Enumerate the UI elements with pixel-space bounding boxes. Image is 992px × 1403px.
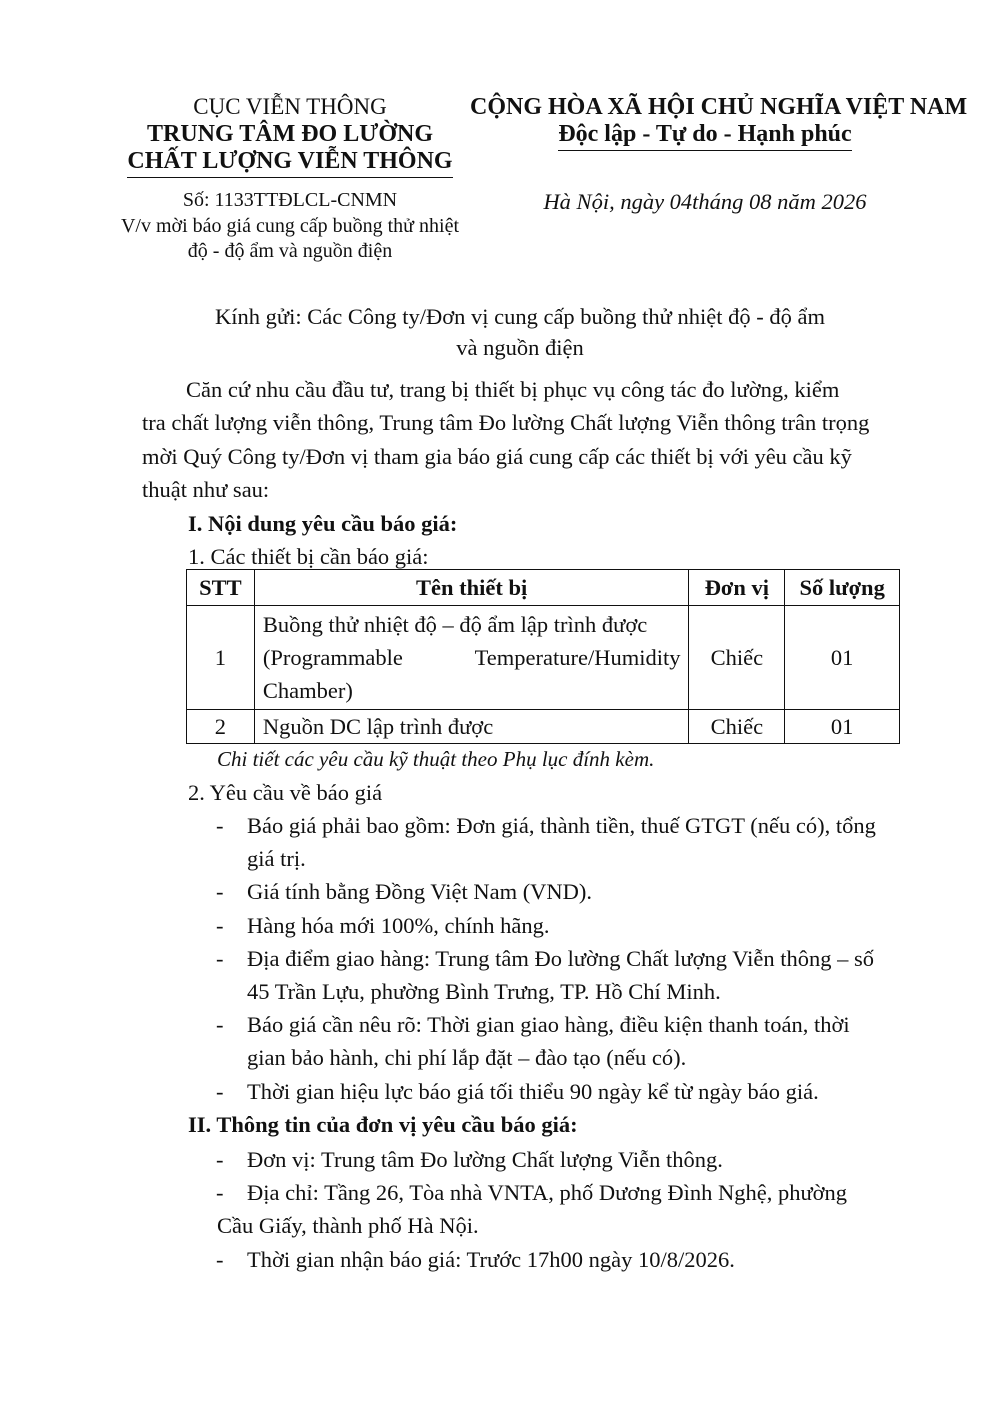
bullet-dash: - (216, 1147, 224, 1172)
list-item-line: Báo giá phải bao gồm: Đơn giá, thành tiền, thuế GTGT (nếu có), tổng (247, 813, 876, 838)
recipient-line2: và nguồn điện (456, 335, 584, 360)
bullet-dash: - (216, 945, 224, 971)
section1-sub2: 2. Yêu cầu về báo giá (188, 780, 383, 805)
document-number: Số: 1133TTĐLCL-CNMN (182, 189, 398, 211)
intro-line4: thuật như sau: (142, 477, 270, 502)
cell-name-line3: Chamber) (262, 678, 353, 703)
bullet-dash: - (216, 912, 224, 938)
place-date: Hà Nội, ngày 04tháng 08 năm 2026 (543, 189, 867, 214)
center-name-line1: TRUNG TÂM ĐO LƯỜNG (146, 121, 433, 147)
list-item-line: giá trị. (247, 846, 306, 872)
table-note: Chi tiết các yêu cầu kỹ thuật theo Phụ lục đính kèm. (217, 747, 655, 771)
cell-unit: Chiếc (689, 710, 785, 744)
cell-qty: 01 (785, 606, 900, 710)
center-name-line2-text: CHẤT LƯỢNG VIỄN THÔNG (127, 148, 452, 178)
section1-sub1: 1. Các thiết bị cần báo giá: (188, 544, 429, 569)
bullet-dash: - (216, 1180, 224, 1206)
list-item-line: Địa chỉ: Tầng 26, Tòa nhà VNTA, phố Dương Đình Nghệ, phường (247, 1180, 848, 1206)
cell-stt: 1 (187, 606, 255, 710)
table-row (187, 710, 900, 744)
intro-line1 (142, 377, 897, 403)
cell-name-line2b: Temperature/Humidity (474, 645, 681, 670)
list-item-line: Đơn vị: Trung tâm Đo lường Chất lượng Viễn thông. (247, 1147, 723, 1172)
motto (470, 121, 940, 151)
col-header-unit: Đơn vị (689, 570, 785, 606)
cell-name-line2a: (Programmable (262, 645, 403, 670)
cell-qty: 01 (785, 710, 900, 744)
section1-title: I. Nội dung yêu cầu báo giá: (188, 511, 458, 536)
bullet-dash: - (216, 1078, 224, 1104)
col-header-qty: Số lượng (785, 570, 900, 606)
cell-name-line2 (263, 641, 681, 674)
table-row (187, 606, 900, 710)
subject-line2: độ - độ ẩm và nguồn điện (187, 240, 393, 262)
list-item-line: Thời gian hiệu lực báo giá tối thiểu 90 ngày kể từ ngày báo giá. (247, 1078, 819, 1104)
col-header-name: Tên thiết bị (254, 570, 689, 606)
list-item-line: 45 Trần Lựu, phường Bình Trưng, TP. Hồ Chí Minh. (247, 979, 721, 1004)
subject-line1: V/v mời báo giá cung cấp buồng thử nhiệt (120, 215, 460, 237)
intro-line1-text: Căn cứ nhu cầu đầu tư, trang bị thiết bị phục vụ công tác đo lường, kiểm (186, 377, 840, 402)
bullet-dash: - (216, 813, 224, 838)
center-name-line2 (90, 148, 490, 178)
nation-title: CỘNG HÒA XÃ HỘI CHỦ NGHĨA VIỆT NAM (470, 94, 968, 120)
motto-text: Độc lập - Tự do - Hạnh phúc (558, 121, 851, 151)
intro-line3: mời Quý Công ty/Đơn vị tham gia báo giá cung cấp các thiết bị với yêu cầu kỹ (142, 444, 852, 469)
recipient-line1: Kính gửi: Các Công ty/Đơn vị cung cấp buồng thử nhiệt độ - độ ẩm (215, 304, 825, 329)
cell-name (254, 606, 689, 710)
cell-stt: 2 (187, 710, 255, 744)
cell-unit: Chiếc (689, 606, 785, 710)
list-item-line: Địa điểm giao hàng: Trung tâm Đo lường Chất lượng Viễn thông – số (247, 945, 875, 971)
list-item-line: gian bảo hành, chi phí lắp đặt – đào tạo (nếu có). (247, 1045, 687, 1071)
list-item-line: Thời gian nhận báo giá: Trước 17h00 ngày 10/8/2026. (247, 1246, 735, 1272)
section2-title: II. Thông tin của đơn vị yêu cầu báo giá: (188, 1112, 578, 1137)
list-item-line: Báo giá cần nêu rõ: Thời gian giao hàng, điều kiện thanh toán, thời (247, 1012, 850, 1038)
list-item-line: Giá tính bằng Đồng Việt Nam (VND). (247, 879, 593, 905)
equipment-table (186, 569, 900, 744)
bullet-dash: - (216, 1246, 224, 1272)
cell-name-line1: Buồng thử nhiệt độ – độ ẩm lập trình được (262, 612, 648, 637)
bullet-dash: - (216, 1012, 224, 1038)
cell-name: Nguồn DC lập trình được (254, 710, 689, 744)
list-item-line: Cầu Giấy, thành phố Hà Nội. (217, 1213, 479, 1239)
col-header-stt: STT (187, 570, 255, 606)
intro-line2: tra chất lượng viễn thông, Trung tâm Đo lường Chất lượng Viễn thông trân trọng (142, 410, 870, 435)
bullet-dash: - (216, 879, 224, 905)
list-item-line: Hàng hóa mới 100%, chính hãng. (247, 912, 550, 938)
agency-name: CỤC VIỄN THÔNG (193, 94, 387, 119)
table-header-row (187, 570, 900, 606)
